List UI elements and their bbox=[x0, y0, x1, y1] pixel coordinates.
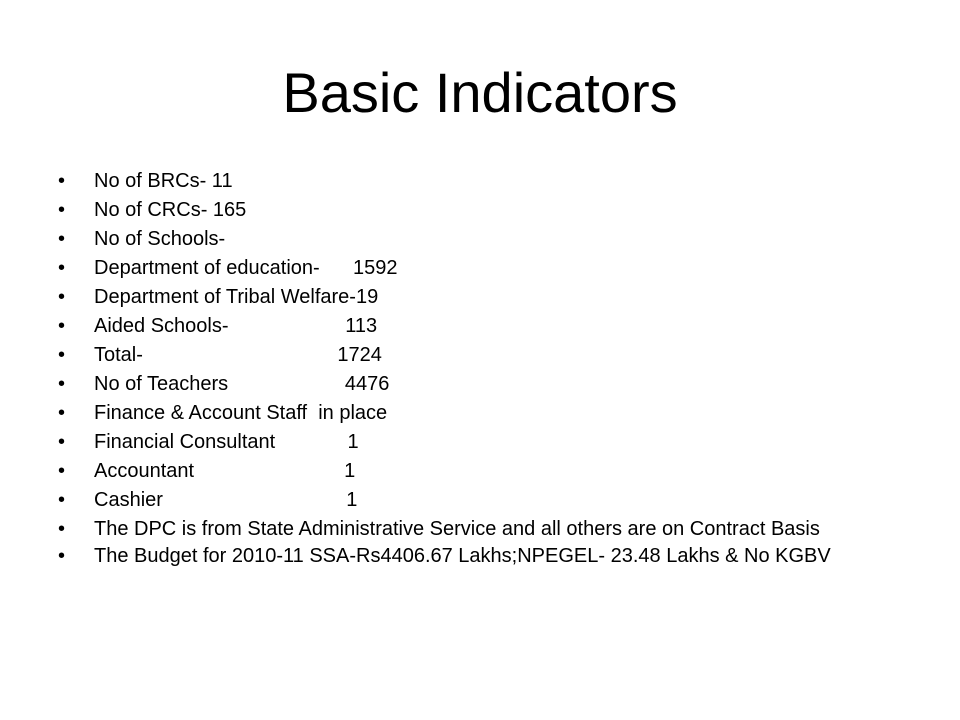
bullet-marker-icon: • bbox=[58, 431, 66, 453]
bullet-text: Cashier 1 bbox=[94, 489, 358, 511]
list-item bbox=[58, 258, 918, 279]
list-item bbox=[58, 171, 918, 192]
bullet-text: The DPC is from State Administrative Service and all others are on Contract Basis bbox=[94, 518, 820, 540]
bullet-marker-icon: • bbox=[58, 286, 66, 308]
list-item bbox=[58, 403, 918, 424]
slide-title: Basic Indicators bbox=[282, 61, 678, 124]
bullet-text: Department of Tribal Welfare-19 bbox=[94, 286, 379, 308]
bullet-marker-icon: • bbox=[58, 545, 66, 567]
bullet-text: Accountant 1 bbox=[94, 460, 356, 482]
bullet-marker-icon: • bbox=[58, 199, 66, 221]
bullet-text: Financial Consultant 1 bbox=[94, 431, 359, 453]
bullet-marker-icon: • bbox=[58, 402, 66, 424]
list-item bbox=[58, 519, 918, 540]
list-item bbox=[58, 345, 918, 366]
list-item bbox=[58, 461, 918, 482]
bullet-text: Aided Schools- 113 bbox=[94, 315, 378, 337]
list-item bbox=[58, 200, 918, 221]
list-item bbox=[58, 546, 918, 567]
bullet-text: No of BRCs- 11 bbox=[94, 170, 233, 192]
list-item bbox=[58, 229, 918, 250]
bullet-marker-icon: • bbox=[58, 315, 66, 337]
bullet-marker-icon: • bbox=[58, 228, 66, 250]
bullet-marker-icon: • bbox=[58, 344, 66, 366]
bullet-text: No of Teachers 4476 bbox=[94, 373, 390, 395]
bullet-marker-icon: • bbox=[58, 489, 66, 511]
bullet-text: Finance & Account Staff in place bbox=[94, 402, 388, 424]
bullet-text: Department of education- 1592 bbox=[94, 257, 398, 279]
list-item bbox=[58, 374, 918, 395]
bullet-list bbox=[58, 171, 918, 573]
bullet-marker-icon: • bbox=[58, 373, 66, 395]
bullet-text: Total- 1724 bbox=[94, 344, 382, 366]
list-item bbox=[58, 490, 918, 511]
bullet-marker-icon: • bbox=[58, 257, 66, 279]
bullet-marker-icon: • bbox=[58, 460, 66, 482]
bullet-text: The Budget for 2010-11 SSA-Rs4406.67 Lakhs;NPEGEL- 23.48 Lakhs & No KGBV bbox=[94, 545, 831, 567]
list-item bbox=[58, 287, 918, 308]
list-item bbox=[58, 432, 918, 453]
bullet-text: No of CRCs- 165 bbox=[94, 199, 247, 221]
list-item bbox=[58, 316, 918, 337]
bullet-marker-icon: • bbox=[58, 518, 66, 540]
bullet-marker-icon: • bbox=[58, 170, 66, 192]
bullet-text: No of Schools- bbox=[94, 228, 226, 250]
